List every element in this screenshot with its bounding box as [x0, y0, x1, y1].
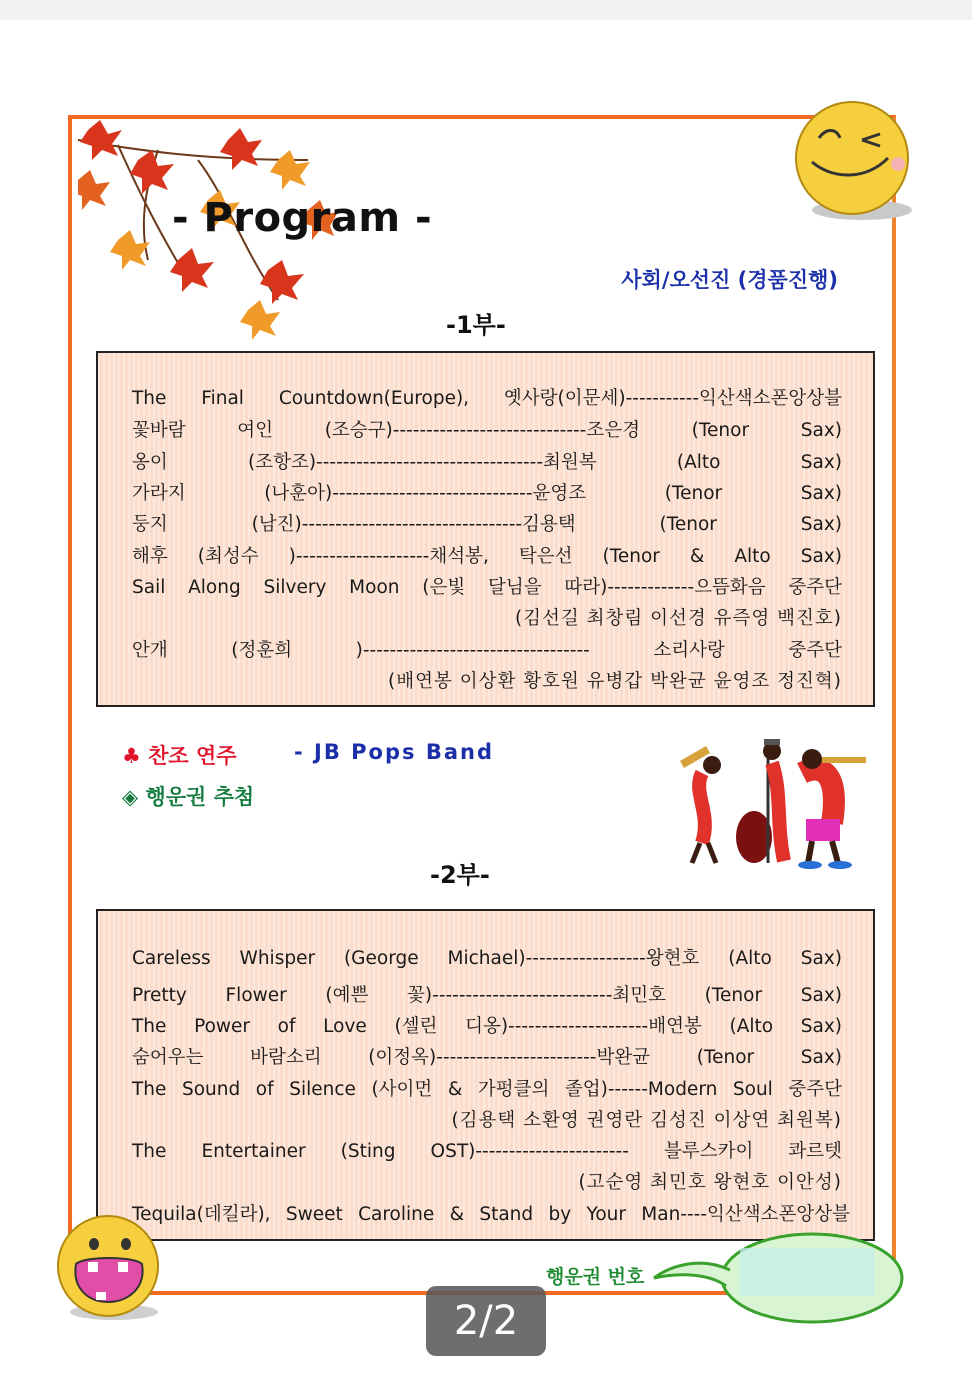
part-2-line: Careless Whisper (George Michael)------------------왕현호 (Alto Sax) — [132, 948, 842, 969]
part-2-line: Pretty Flower (예쁜 꽃)---------------------------최민호 (Tenor Sax) — [132, 985, 842, 1006]
part-2-line: 숨어우는 바람소리 (이정옥)------------------------박완균 (Tenor Sax) — [132, 1047, 842, 1068]
part-2-line: The Entertainer (Sting OST)----------------------- 블루스카이 콰르텟 — [132, 1141, 842, 1162]
part-2-label: -2부- — [430, 861, 490, 889]
part-1-line: 안개 (정훈희 )---------------------------------- 소리사랑 중주단 — [132, 640, 842, 661]
part-1-line: 해후 (최성수 )--------------------채석봉, 탁은선 (Tenor & Alto Sax) — [132, 546, 842, 567]
part-1-line: 가라지 (나훈아)------------------------------윤영조 (Tenor Sax) — [132, 483, 842, 504]
laughing-smiley-illustration — [54, 1212, 164, 1324]
speech-bubble — [640, 1226, 908, 1344]
part-1-label: -1부- — [446, 311, 506, 339]
jazz-musicians-illustration — [672, 733, 872, 873]
part-1-line: 옹이 (조항조)----------------------------------최원복 (Alto Sax) — [132, 452, 842, 473]
part-1-line: 둥지 (남진)---------------------------------김용택 (Tenor Sax) — [132, 514, 842, 535]
status-strip — [0, 0, 972, 20]
part-1-line: The Final Countdown(Europe), 옛사랑(이문세)-----------익산색소폰앙상블 — [132, 388, 842, 409]
part-2-line: The Power of Love (셀린 디옹)---------------------배연봉 (Alto Sax) — [132, 1016, 842, 1037]
band-name: - JB Pops Band — [294, 740, 494, 764]
lucky-number-label: 행운권 번호 — [546, 1266, 645, 1288]
page-title: - Program - — [172, 195, 433, 241]
page-indicator: 2/2 — [426, 1286, 546, 1356]
part-2-members: (김용택 소환영 권영란 김성진 이상연 최원복) — [451, 1110, 842, 1131]
guest-performance-label: ♣ 찬조 연주 — [122, 744, 237, 768]
lucky-draw-label: ◈ 행운권 추첨 — [122, 785, 255, 809]
part-1-line: Sail Along Silvery Moon (은빛 달님을 따라)-------------으뜸화음 중주단 — [132, 577, 842, 598]
part-2-line: Tequila(데킬라), Sweet Caroline & Stand by Your Man----익산색소폰앙상블 — [132, 1204, 850, 1225]
part-1-members: (김선길 최창림 이선경 유즉영 백진호) — [514, 608, 842, 629]
part-2-members: (고순영 최민호 왕현호 이안성) — [578, 1172, 842, 1193]
host-info: 사회/오선진 (경품진행) — [621, 268, 838, 292]
winking-smiley-illustration — [784, 98, 924, 228]
part-2-line: The Sound of Silence (사이먼 & 가펑클의 졸업)------Modern Soul 중주단 — [132, 1079, 842, 1100]
part-1-members: (배연봉 이상환 황호원 유병갑 박완균 윤영조 정진혁) — [387, 671, 842, 692]
part-1-line: 꽃바람 여인 (조승구)-----------------------------조은경 (Tenor Sax) — [132, 420, 842, 441]
